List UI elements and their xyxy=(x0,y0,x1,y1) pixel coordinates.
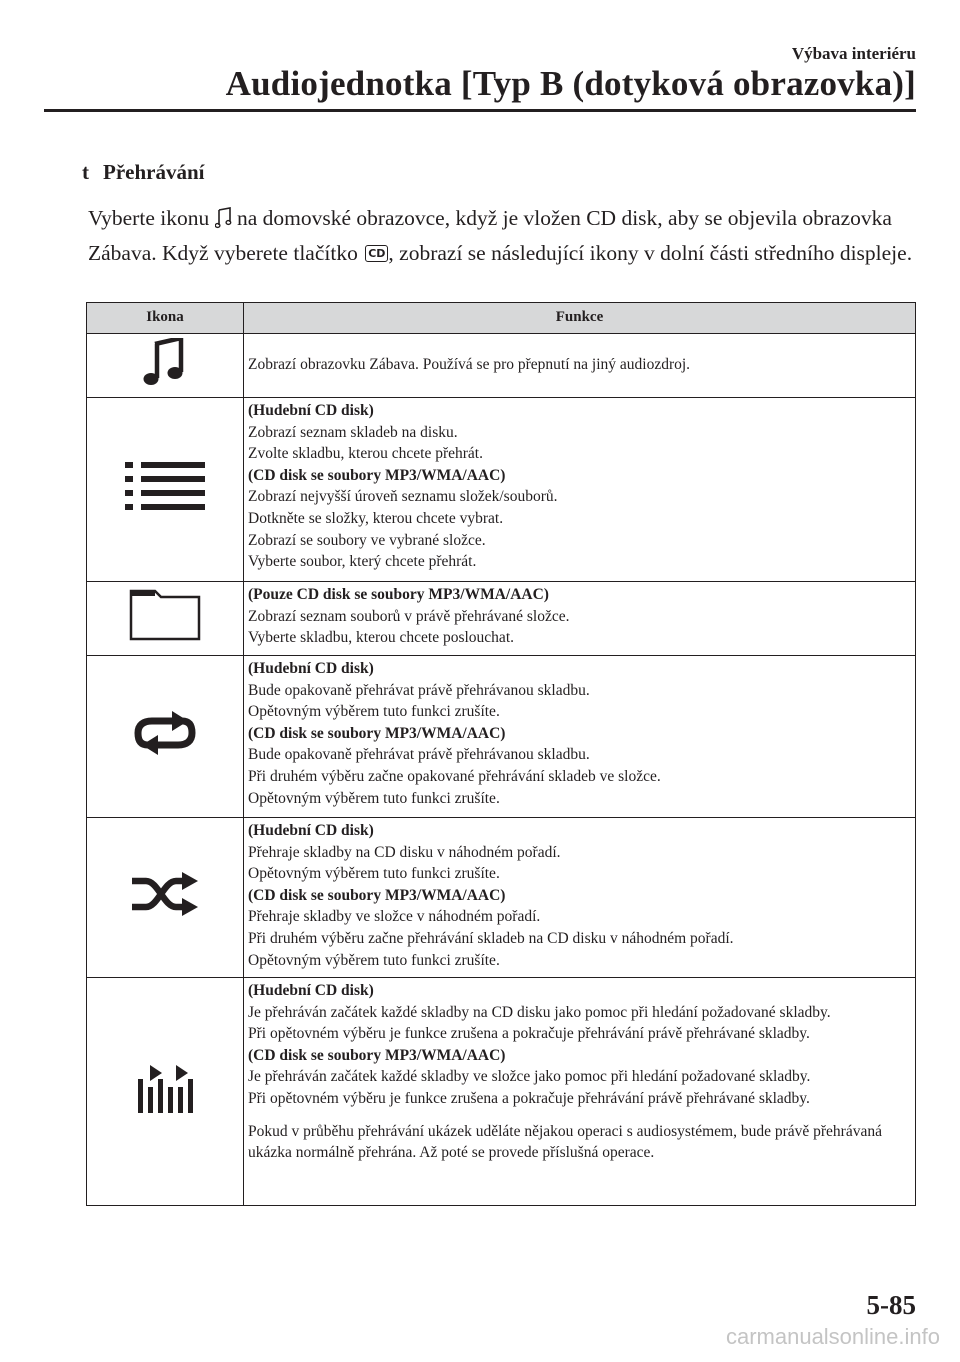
function-subheading: (CD disk se soubory MP3/WMA/AAC) xyxy=(248,724,506,742)
function-text: Opětovným výběrem tuto funkci zrušíte. xyxy=(248,789,500,807)
function-text: Zvolte skladbu, kterou chcete přehrát. xyxy=(248,445,483,463)
paragraph-spacer xyxy=(248,1110,911,1121)
table-row xyxy=(87,818,916,978)
function-subheading: (CD disk se soubory MP3/WMA/AAC) xyxy=(248,466,506,484)
function-cell xyxy=(244,334,916,398)
header-function: Funkce xyxy=(244,303,916,334)
function-cell xyxy=(244,818,916,978)
cd-button-icon: CD xyxy=(365,245,388,262)
header-icon: Ikona xyxy=(87,303,244,334)
repeat-icon xyxy=(134,742,196,759)
function-text: Zobrazí se soubory ve vybrané složce. xyxy=(248,531,486,549)
music-note-icon xyxy=(141,373,189,390)
header-rule xyxy=(44,109,916,112)
function-text: Opětovným výběrem tuto funkci zrušíte. xyxy=(248,865,500,883)
function-subheading: (CD disk se soubory MP3/WMA/AAC) xyxy=(248,1046,506,1064)
function-text: Bude opakovaně přehrávat právě přehrávanou skladbu. xyxy=(248,681,590,699)
table-row xyxy=(87,398,916,582)
intro-paragraph xyxy=(88,203,918,269)
function-text: Je přehráván začátek každé skladby ve složce jako pomoc při hledání požadované skladby. xyxy=(248,1068,811,1086)
function-text: Zobrazí nejvyšší úroveň seznamu složek/souborů. xyxy=(248,488,558,506)
list-icon xyxy=(125,497,205,514)
function-text: Vyberte skladbu, kterou chcete poslouchat. xyxy=(248,629,514,647)
function-text: Zobrazí seznam skladeb na disku. xyxy=(248,423,458,441)
intro-text-1: Vyberte ikonu xyxy=(88,206,210,230)
icon-cell xyxy=(87,582,244,656)
section-title: Přehrávání xyxy=(103,160,205,184)
watermark: carmanualsonline.info xyxy=(725,1324,940,1349)
function-text: Zobrazí seznam souborů v právě přehrávané složce. xyxy=(248,607,570,625)
table-header-row xyxy=(87,303,916,334)
function-text: Opětovným výběrem tuto funkci zrušíte. xyxy=(248,951,500,969)
chapter-label: Výbava interiéru xyxy=(791,44,916,63)
function-text: Bude opakovaně přehrávat právě přehrávanou skladbu. xyxy=(248,746,590,764)
folder-icon xyxy=(129,628,201,645)
music-note-icon xyxy=(215,207,232,238)
function-cell xyxy=(244,398,916,582)
function-text: Dotkněte se složky, kterou chcete vybrat. xyxy=(248,509,504,527)
function-cell xyxy=(244,582,916,656)
function-subheading: (Hudební CD disk) xyxy=(248,822,374,839)
function-text: Při druhém výběru začne přehrávání skladeb na CD disku v náhodném pořadí. xyxy=(248,929,734,947)
page-title: Audiojednotka [Typ B (dotyková obrazovka)] xyxy=(225,64,916,103)
section-heading xyxy=(82,160,204,185)
intro-text-3: , zobrazí se následující ikony v dolní části středního displeje. xyxy=(388,241,913,265)
function-text: Pokud v průběhu přehrávání ukázek uděláte nějakou operaci s audiosystémem, bude právě přehrávaná ukázka normálně přehrána. Až poté se provede příslušná operace. xyxy=(248,1122,882,1162)
icon-cell xyxy=(87,656,244,818)
icon-cell xyxy=(87,398,244,582)
function-subheading: (Hudební CD disk) xyxy=(248,402,374,419)
function-subheading: (Pouze CD disk se soubory MP3/WMA/AAC) xyxy=(248,586,549,603)
function-cell xyxy=(244,978,916,1206)
function-subheading: (Hudební CD disk) xyxy=(248,660,374,677)
section-bullet: t xyxy=(82,160,89,184)
function-text: Vyberte soubor, který chcete přehrát. xyxy=(248,553,477,571)
shuffle-icon xyxy=(130,903,200,920)
function-text: Při opětovném výběru je funkce zrušena a pokračuje přehrávání právě přehrávané skladby. xyxy=(248,1089,810,1107)
function-text: Přehraje skladby ve složce v náhodném pořadí. xyxy=(248,908,541,926)
function-text: Přehraje skladby na CD disku v náhodném pořadí. xyxy=(248,843,561,861)
page-number: 5-85 xyxy=(866,1290,916,1320)
function-text: Opětovným výběrem tuto funkci zrušíte. xyxy=(248,703,500,721)
function-text: Zobrazí obrazovku Zábava. Používá se pro přepnutí na jiný audiozdroj. xyxy=(248,356,691,374)
table-row xyxy=(87,334,916,398)
icon-cell xyxy=(87,818,244,978)
table-row xyxy=(87,582,916,656)
icon-cell xyxy=(87,978,244,1206)
function-text: Je přehráván začátek každé skladby na CD disku jako pomoc při hledání požadované skladby. xyxy=(248,1003,831,1021)
function-cell xyxy=(244,656,916,818)
function-subheading: (CD disk se soubory MP3/WMA/AAC) xyxy=(248,886,506,904)
scan-icon xyxy=(136,1100,194,1117)
icon-function-table xyxy=(86,302,916,1206)
intro-text-2: na domovské obrazovce, když je vložen CD disk, aby se objevila obrazovka Zábava. Když vyberete tlačítko xyxy=(88,206,892,265)
function-subheading: (Hudební CD disk) xyxy=(248,982,374,999)
icon-cell xyxy=(87,334,244,398)
function-text: Při opětovném výběru je funkce zrušena a pokračuje přehrávání právě přehrávané skladby. xyxy=(248,1025,810,1043)
table-row xyxy=(87,656,916,818)
function-text: Při druhém výběru začne opakované přehrávání skladeb ve složce. xyxy=(248,767,661,785)
table-row xyxy=(87,978,916,1206)
